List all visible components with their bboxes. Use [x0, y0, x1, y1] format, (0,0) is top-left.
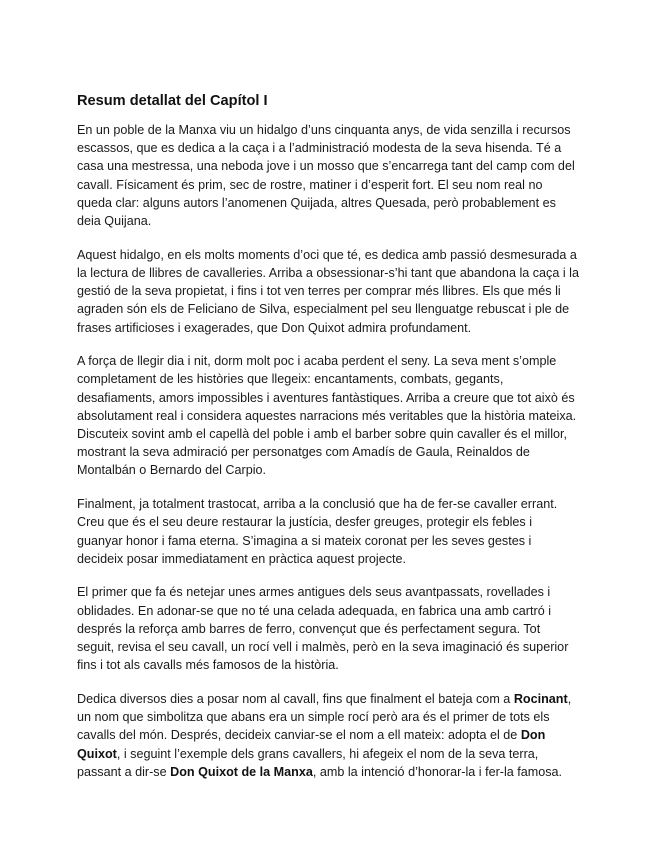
- text-segment: En un poble de la Manxa viu un hidalgo d’uns cinquanta anys, de vida senzilla i recursos escassos, que es dedica a la caça i a l’administració modesta de la seva hisenda. Té a casa una mestressa, una neboda jove i un mosso que s’encarrega tant del camp com del cavall. Físicament és prim, sec de rostre, matiner i d’esperit fort. El seu nom real no queda clar: alguns autors l’anomenen Quijada, altres Quesada, però probablement es deia Quijana.: [77, 123, 575, 229]
- bold-text-segment: Don Quixot: [77, 728, 546, 761]
- text-segment: , un nom que simbolitza que abans era un simple rocí però ara és el primer de tots els cavalls del món. Després, decideix canviar-se el nom a ell mateix: adopta el de: [77, 691, 572, 743]
- bold-text-segment: Rocinant: [513, 691, 568, 706]
- bold-text-segment: Don Quixot de la Manxa: [170, 764, 313, 779]
- paragraph: [77, 690, 580, 781]
- document-title: Resum detallat del Capítol I: [77, 93, 268, 109]
- paragraph: [77, 495, 580, 568]
- text-segment: El primer que fa és netejar unes armes antigues dels seus avantpassats, rovellades i oblidades. En adonar-se que no té una celada adequada, en fabrica una amb cartró i després la reforça amb barres de ferro, convençut que és perfectament segura. Tot seguit, revisa el seu cavall, un rocí vell i malmès, però en la seva imaginació és superior fins i tot als cavalls més famosos de la història.: [77, 585, 569, 673]
- document-body: [77, 121, 580, 781]
- paragraph: [77, 583, 580, 674]
- document-page: [77, 92, 580, 797]
- text-segment: Aquest hidalgo, en els molts moments d’oci que té, es dedica amb passió desmesurada a la lectura de llibres de cavalleries. Arriba a obsessionar-s’hi tant que abandona la caça i la gestió de la seva propietat, i fins i tot ven terres per comprar més llibres. Els que més li agraden són els de Feliciano de Silva, especialment pel seu llenguatge rebuscat i ple de frases artificioses i exagerades, que Don Quixot admira profundament.: [77, 247, 579, 335]
- text-segment: , amb la intenció d’honorar-la i fer-la famosa.: [312, 764, 563, 779]
- paragraph: [77, 246, 580, 337]
- paragraph: [77, 352, 580, 479]
- text-segment: Finalment, ja totalment trastocat, arriba a la conclusió que ha de fer-se cavaller errant. Creu que és el seu deure restaurar la justícia, desfer greuges, protegir els febles i guanyar honor i fama eterna. S’imagina a si mateix coronat per les seves gestes i decideix posar immediatament en pràctica aquest projecte.: [77, 497, 558, 566]
- text-segment: Dedica diversos dies a posar nom al cavall, fins que finalment el bateja com a: [77, 691, 514, 706]
- paragraph: [77, 121, 580, 230]
- text-segment: , i seguint l’exemple dels grans cavallers, hi afegeix el nom de la seva terra, passant a dir-se: [77, 746, 539, 779]
- text-segment: A força de llegir dia i nit, dorm molt poc i acaba perdent el seny. La seva ment s’omple completament de les històries que llegeix: encantaments, combats, gegants, desafiaments, amors impossibles i aventures fantàstiques. Arriba a creure que tot això és absolutament real i considera aquestes narracions més veritables que la història mateixa. Discuteix sovint amb el capellà del poble i amb el barber sobre quin cavaller és el millor, mostrant la seva admiració per personatges com Amadís de Gaula, Reinaldos de Montalbán o Bernardo del Carpio.: [77, 354, 577, 478]
